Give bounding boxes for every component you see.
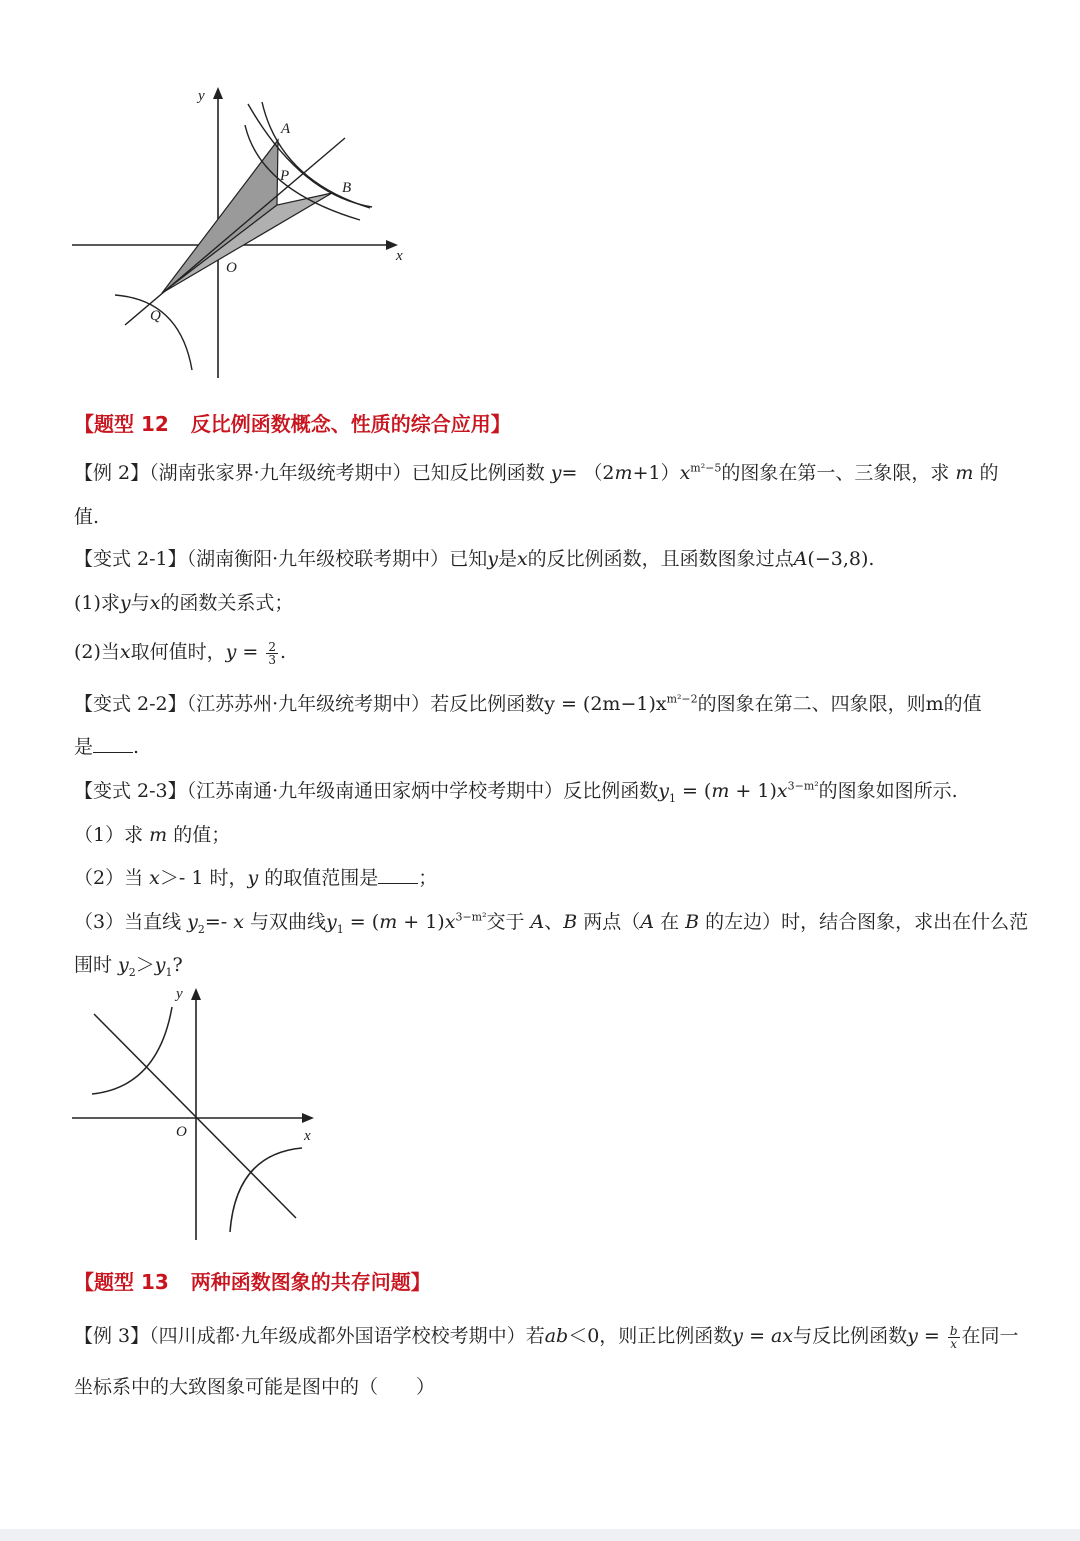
figure-hyperbola-triangles xyxy=(70,80,410,380)
line-y2 xyxy=(94,1014,296,1218)
label-q: Q xyxy=(150,308,161,324)
section-heading-13: 【题型 13 两种函数图象的共存问题】 xyxy=(74,1270,431,1294)
variant-2-3-q3-line-1: （3）当直线 $y_2=-$ x 与双曲线$y_1 = (m + 1)x^{3-m^2}$交于 A、B 两点（A 在 B 的左边）时，结合图象，求出在什么范 xyxy=(74,910,1029,936)
figure-hyperbola-line xyxy=(70,982,330,1244)
variant-2-3-q1: （1）求 m 的值； xyxy=(74,824,231,846)
variant-2-3-line-1: 【变式 2-3】（江苏南通·九年级南通田家炳中学校考期中）反比例函数$y_1 = (m + 1)x^{3-m^2}$的图象如图所示. xyxy=(74,779,958,805)
label-b: B xyxy=(342,180,352,196)
variant-2-3-q2: （2）当 x＞- 1 时，y 的取值范围是 ； xyxy=(74,867,438,889)
variant-2-1-line-1: 【变式 2-1】（湖南衡阳·九年级校联考期中）已知y是x的反比例函数，且函数图象过点A(−3,8). xyxy=(74,548,875,570)
label-a: A xyxy=(281,121,291,137)
variant-2-1-q2: (2)当x取何值时，y = $\frac{2}{3}$ . xyxy=(74,639,287,667)
variant-2-2-line-1: 【变式 2-2】（江苏苏州·九年级统考期中）若反比例函数$y = (2m-1)x^{m^2-2}$的图象在第二、四象限，则m的值 xyxy=(74,692,982,715)
variant-2-2-line-2: 是 . xyxy=(74,736,140,758)
label-y: y xyxy=(176,986,183,1002)
section-heading-12: 【题型 12 反比例函数概念、性质的综合应用】 xyxy=(74,412,511,436)
label-o: O xyxy=(176,1124,187,1140)
label-x: x xyxy=(304,1128,311,1144)
label-x: x xyxy=(396,248,403,264)
fraction-two-thirds: $\frac{2}{3}$ xyxy=(268,639,277,667)
variant-2-1-q1: (1)求y与x的函数关系式； xyxy=(74,592,294,614)
triangle-aqp xyxy=(162,140,278,293)
answer-blank xyxy=(93,738,133,753)
answer-blank xyxy=(378,869,418,884)
bottom-edge xyxy=(0,1529,1080,1541)
label-y: y xyxy=(198,88,205,104)
hyperbola-q4 xyxy=(230,1148,302,1232)
hyperbola-q3 xyxy=(115,295,192,370)
label-o: O xyxy=(226,260,237,276)
line-y-eq-x xyxy=(125,138,345,325)
fraction-b-over-x: $\frac{b}{x}$ xyxy=(949,1323,958,1351)
label-p: P xyxy=(280,168,290,184)
example-2-line-1: 【例 2】（湖南张家界·九年级统考期中）已知反比例函数 $y= (2m+1)x^{m^2-5}$的图象在第一、三象限，求 m 的 xyxy=(74,461,999,484)
example-3-line-2: 坐标系中的大致图象可能是图中的（ ） xyxy=(74,1376,436,1398)
variant-2-3-q3-line-2: 围时 $y_2>y_1$? xyxy=(74,954,183,979)
example-2-line-2: 值. xyxy=(74,506,100,528)
example-3-line-1: 【例 3】（四川成都·九年级成都外国语学校校考期中）若ab＜0，则正比例函数y = ax与反比例函数y = $\frac{b}{x}$ 在同一 xyxy=(74,1323,1019,1351)
